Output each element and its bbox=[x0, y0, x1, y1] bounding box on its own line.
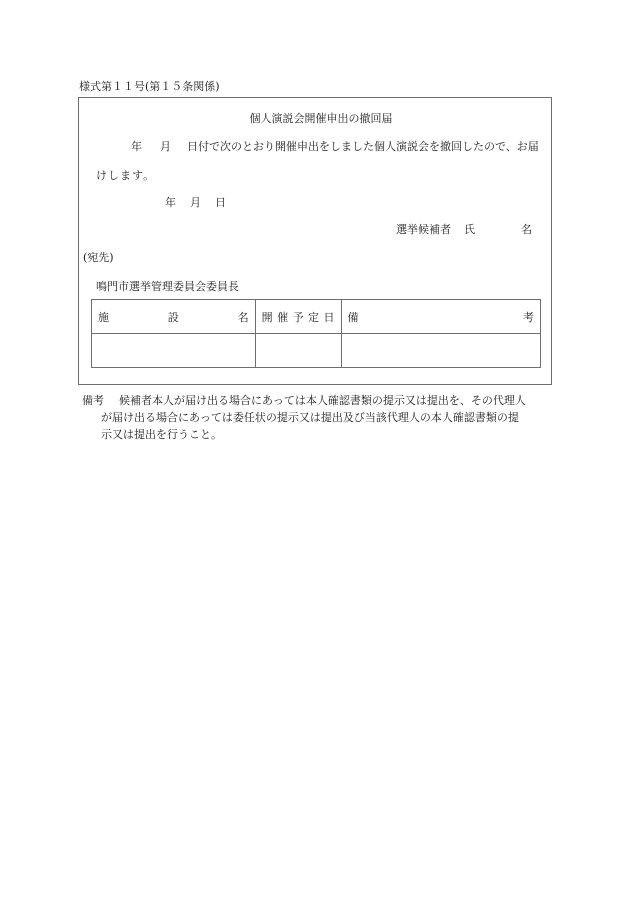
form-number-label: 様式第１１号(第１５条関係) bbox=[79, 80, 220, 93]
addressee-label: (宛先) bbox=[83, 251, 114, 264]
header-char: 施 bbox=[98, 310, 109, 324]
header-scheduled-date bbox=[255, 300, 341, 334]
header-facility-name bbox=[92, 300, 256, 334]
date-year-label: 年 bbox=[165, 196, 176, 209]
header-char: 日 bbox=[323, 310, 335, 324]
header-char: 設 bbox=[167, 310, 179, 324]
candidate-signature-line bbox=[396, 224, 532, 235]
date-day-label: 日 bbox=[215, 196, 226, 209]
header-char: 開 bbox=[261, 310, 273, 324]
header-char: 備 bbox=[347, 310, 359, 324]
note-text-2: が届け出る場合にあっては委任状の提示又は提出及び当該代理人の本人確認書類の提 bbox=[101, 411, 519, 424]
candidate-label: 選挙候補者 bbox=[396, 223, 451, 236]
name-label-first: 氏 bbox=[464, 223, 475, 236]
recipient-name: 鳴門市選挙管理委員会委員長 bbox=[96, 280, 239, 293]
body-text-line-1 bbox=[131, 141, 539, 152]
note-line-1 bbox=[82, 392, 557, 409]
header-char: 考 bbox=[523, 310, 534, 324]
submission-date bbox=[165, 197, 226, 208]
header-remarks bbox=[341, 300, 540, 334]
cell-scheduled-date[interactable] bbox=[255, 334, 341, 368]
body-year-label: 年 bbox=[131, 140, 142, 153]
note-heading: 備考 bbox=[82, 394, 104, 407]
cell-facility-name[interactable] bbox=[92, 334, 256, 368]
body-text-line-2: けします。 bbox=[96, 169, 156, 182]
table-row bbox=[92, 334, 541, 368]
table-header-row bbox=[92, 300, 541, 334]
note-text-1: 候補者本人が届け出る場合にあっては本人確認書類の提示又は提出を、その代理人 bbox=[119, 394, 526, 407]
header-char: 名 bbox=[237, 310, 249, 324]
date-month-label: 月 bbox=[190, 196, 201, 209]
cell-remarks[interactable] bbox=[341, 334, 540, 368]
header-char: 予 bbox=[292, 310, 304, 324]
header-char: 定 bbox=[308, 310, 320, 324]
name-label-second: 名 bbox=[521, 223, 532, 236]
note-text-3: 示又は提出を行うこと。 bbox=[101, 428, 222, 441]
body-month-label: 月 bbox=[160, 140, 171, 153]
body-text-rest: 日付で次のとおり開催申出をしました個人演説会を撤回したので、お届 bbox=[187, 140, 539, 153]
document-title bbox=[0, 113, 630, 124]
facility-table bbox=[91, 299, 541, 368]
remarks-note bbox=[82, 392, 557, 443]
document-title-text: 個人演説会開催申出の撤回届 bbox=[249, 112, 393, 125]
header-char: 催 bbox=[277, 310, 289, 324]
